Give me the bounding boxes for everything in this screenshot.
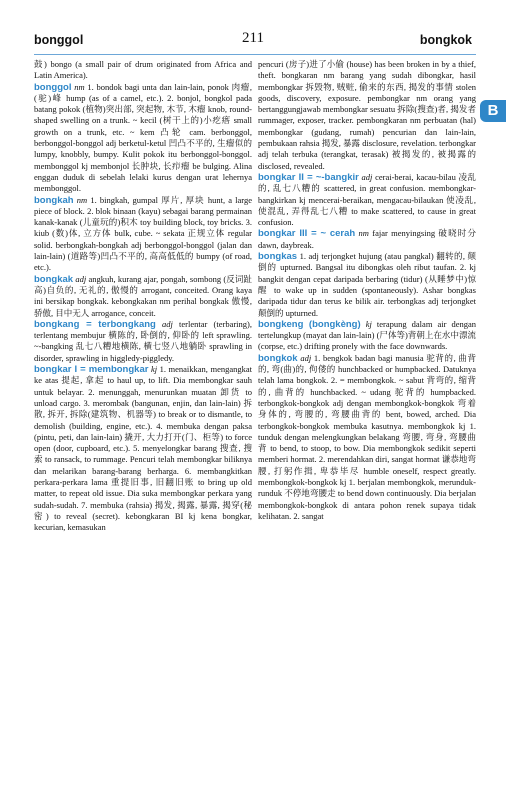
thumb-index-tab: B: [480, 100, 506, 122]
headword: bongkas: [258, 251, 298, 263]
entry-definition: fajar menyingsing 破晓时分 dawn, daybreak.: [258, 228, 477, 250]
headword: bongkang = terbongkang: [34, 318, 156, 330]
entry-definition: 1. bengkok badan bagi manusia 驼背的, 曲背的, 弯(曲)的, 佝偻的 hunchbacked or humpbacked. Datuknya telah lama bongkok. 2. = membongkok. ~ sabut 背弯的, 缩背的, 曲背的 hunchbacked. ~ udang 驼背的 humpbacked. terbongkok-bongkok adj dengan membongkok-bongkok 弯着身体的, 弯腰的, 弯腰曲背的 bent, bowed, arched. Dia terbongkok-bongkok membuka kasutnya. membongkok kj 1. tunduk dengan melengkungkan belakang 弯腰, 弯身, 弯腰曲背 to bend, to stoop, to bow. Dia membongkok sedikit seperti memberi hormat. 2. merendahkan diri, sangat hormat 谦恭地弯腰, 打躬作揖, 卑恭毕尽 humble oneself, respect greatly. membongkok-bongkok kj 1. berjalan membongkok, merunduk-runduk 不停地弯腰走 to bend down continuously. Dia berjalan membongkok-bongkok di antara pohon renek supaya tidak kelihatan. 2. sangat: [258, 352, 477, 521]
headword: bongkar III = ~ cerah: [258, 228, 356, 240]
dictionary-entry: [258, 172, 476, 228]
entry-definition: angkuh, kurang ajar, pongah, sombong (反词趾高)自负的, 无礼的, 傲慢的 arrogant, conceited. Orang kaya ini bersikap bongkak. kebongkakan nm perihal bongkak 傲慢, 骄傲, 目中无人 arrogance, conceit.: [34, 273, 253, 318]
entry-definition: cerai-berai, kacau-bilau 凌乱的, 乱七八糟的 scattered, in great confusion. membongkar-bangkirkan kj menceraі-beraikan, mengacau-bilaukan 使凌乱, 使混乱, 弄得乱七八糟 to make scattered, to cause in great confusion.: [258, 171, 477, 228]
headword: bongkok: [258, 352, 298, 364]
part-of-speech: kj: [365, 318, 372, 329]
entry-definition: 1. adj terjongket hujung (atau pangkal) 翻转的, 颠倒的 upturned. Bangsal itu dibongkas oleh ribut taufan. 2. kj bangkit dengan cepat daripada berbaring (tidur) (从睡梦中)惊醒 to wake up in sudden (spontaneously). Ashar bongkas daripada tidur dan terus ke bilik air. terbongkas adj terjongket 颠倒的 upturned.: [258, 251, 476, 318]
right-column: [258, 59, 476, 522]
left-guide-word: bonggol: [34, 33, 84, 47]
part-of-speech: adj: [75, 273, 87, 284]
dictionary-entry: [258, 228, 476, 251]
dictionary-entry: [34, 274, 252, 319]
dictionary-entry: [34, 195, 252, 274]
continued-text: pencuri (房子)进了小偷 (house) has been broken in by a thief, theft. bongkaran nm barang yang sudah dibongkar, hasil membongkar 拆毁物, 贼赃, 偷来的东西, 揭发的事情 stolen goods, discovery, exposure. pembongkar nm orang yang bertanggungjawab membongkar sesuatu 拆除(搜查)者, 揭发者 rummager, exposer, tracker. pembongkaran nm perbuatan (hal) membongkar (gudang, rumah) pencurian dan lain-lain, pembukaan rahsia 揭发, 暴露 disclosure, revelation. terbongkar adj telah terbuka (terangkat, terasak) 被揭发的, 被揭露的 disclosed, revealed.: [258, 59, 476, 171]
headword: bongkeng (bongkèng): [258, 318, 361, 330]
headword: bongkar I = membongkar: [34, 364, 149, 376]
part-of-speech: nm: [74, 81, 85, 92]
headword: bongkah: [34, 194, 74, 206]
dictionary-entry: [34, 82, 252, 195]
headword: bonggol: [34, 81, 72, 93]
dictionary-entry: [258, 251, 476, 319]
right-guide-word: bongkok: [419, 33, 472, 47]
entry-definition: 1. bondok bagi unta dan lain-lain, ponok 肉瘤, (驼)峰 hump (as of a camel, etc.). 2. bonjol, bongkol pada batang pokok (植物)突出部, 突起物, 木节, 木瘤 knob, round-shaped swelling on a trunk. ~ kecil (树干上的)小疙瘩 small growth on a trunk, etc. ~ kem 凸轮 cam. berbonggol, berbonggol-bonggol adj berketul-ketul 凹凸不平的, 生瘤似的 lumpy, knobbly, bumpy. Kulit pokok itu berbonggol-bonggol. membonggol kj membonjol 长肿块, 长疖瘤 be bulging. Alina enggan duduk di sebelah lelaki kurus dengan urat lehernya membonggol.: [34, 81, 253, 194]
part-of-speech: kj: [150, 364, 158, 375]
part-of-speech: nm: [76, 194, 88, 205]
part-of-speech: nm: [358, 228, 369, 239]
header-rule: [34, 54, 476, 55]
continued-text: 鼓) bongo (a small pair of drum originated from Africa and Latin America).: [34, 59, 252, 81]
running-header: [34, 30, 472, 52]
page-number: 211: [242, 30, 264, 46]
part-of-speech: adj: [361, 171, 373, 182]
headword: bongkar II = ~-bangkir: [258, 171, 359, 183]
dictionary-entry: [34, 364, 252, 533]
entry-definition: terlentar (terbaring), terlentang membujur 横陈的, 卧倒的, 仰卧的 left sprawling. ~-bangking 乱七八糟地横陈, 横七竖八地躺卧 sprawling in disorder, sprawling in higgledy-piggledy.: [34, 318, 252, 363]
entry-definition: 1. bingkah, gumpal 厚片, 厚块 hunt, a large piece of block. 2. blok binaan (kayu) sebagai barang permainan kanak-kanak (儿童玩的)积木 toy building block, toy bricks. 3. kiub (数)体, 立方体 bulk, cube. ~ sekata 正规立体 regular solid. berbongkah-bongkah adj berbonggol-bonggol (jalan dan lain-lain) (道路等)凹凸不平的, 高高低低的 bumpy (of road, etc.).: [34, 194, 253, 273]
headword: bongkak: [34, 273, 74, 285]
entry-definition: 1. menaikkan, mengangkat ke atas 提起, 拿起 to haul up, to lift. Dia membongkar sauh untuk belayar. 2. menunggah, menurunkan muatan 卸货 to unload cargo. 3. merombak (bangunan, enjin, dan lain-lain) 拆散, 拆开, 拆除(建筑物、机器等) to break or to dismantle, to demolish (building, engine, etc.). 4. membuka dengan paksa (pintu, peti, dan lain-lain) 撬开, 大力打开(门、柜等) to force open (door, cupboard, etc.). 5. menyelongkar barang 搜查, 搜索 to ransack, to rummage. Pencuri telah membongkar biliknya dan melarikan barang-barang berharga. 6. membangkitkan perkara-perkara lama 重提旧事, 旧翻旧账 to bring up old matter, to repeat old issue. Dia suka membongkar perkara yang sudah-sudah. 7. membuka (rahsia) 揭发, 揭露, 暴露, 揭穿(秘密) to reveal (secret). kebongkaran BI kj kena bongkar, kecurian, kemasukan: [34, 364, 252, 533]
dictionary-entry: [258, 353, 476, 522]
dictionary-entry: [258, 319, 476, 353]
left-column: [34, 59, 252, 533]
part-of-speech: adj: [300, 352, 312, 363]
dictionary-entry: [34, 319, 252, 364]
part-of-speech: adj: [162, 318, 173, 329]
entry-definition: terapung dalam air dengan tertelungkup (mayat dan lain-lain) (尸体等)背朝上在水中漂流 (corpse, etc.) drifting pronely with the face downwards.: [258, 318, 477, 352]
